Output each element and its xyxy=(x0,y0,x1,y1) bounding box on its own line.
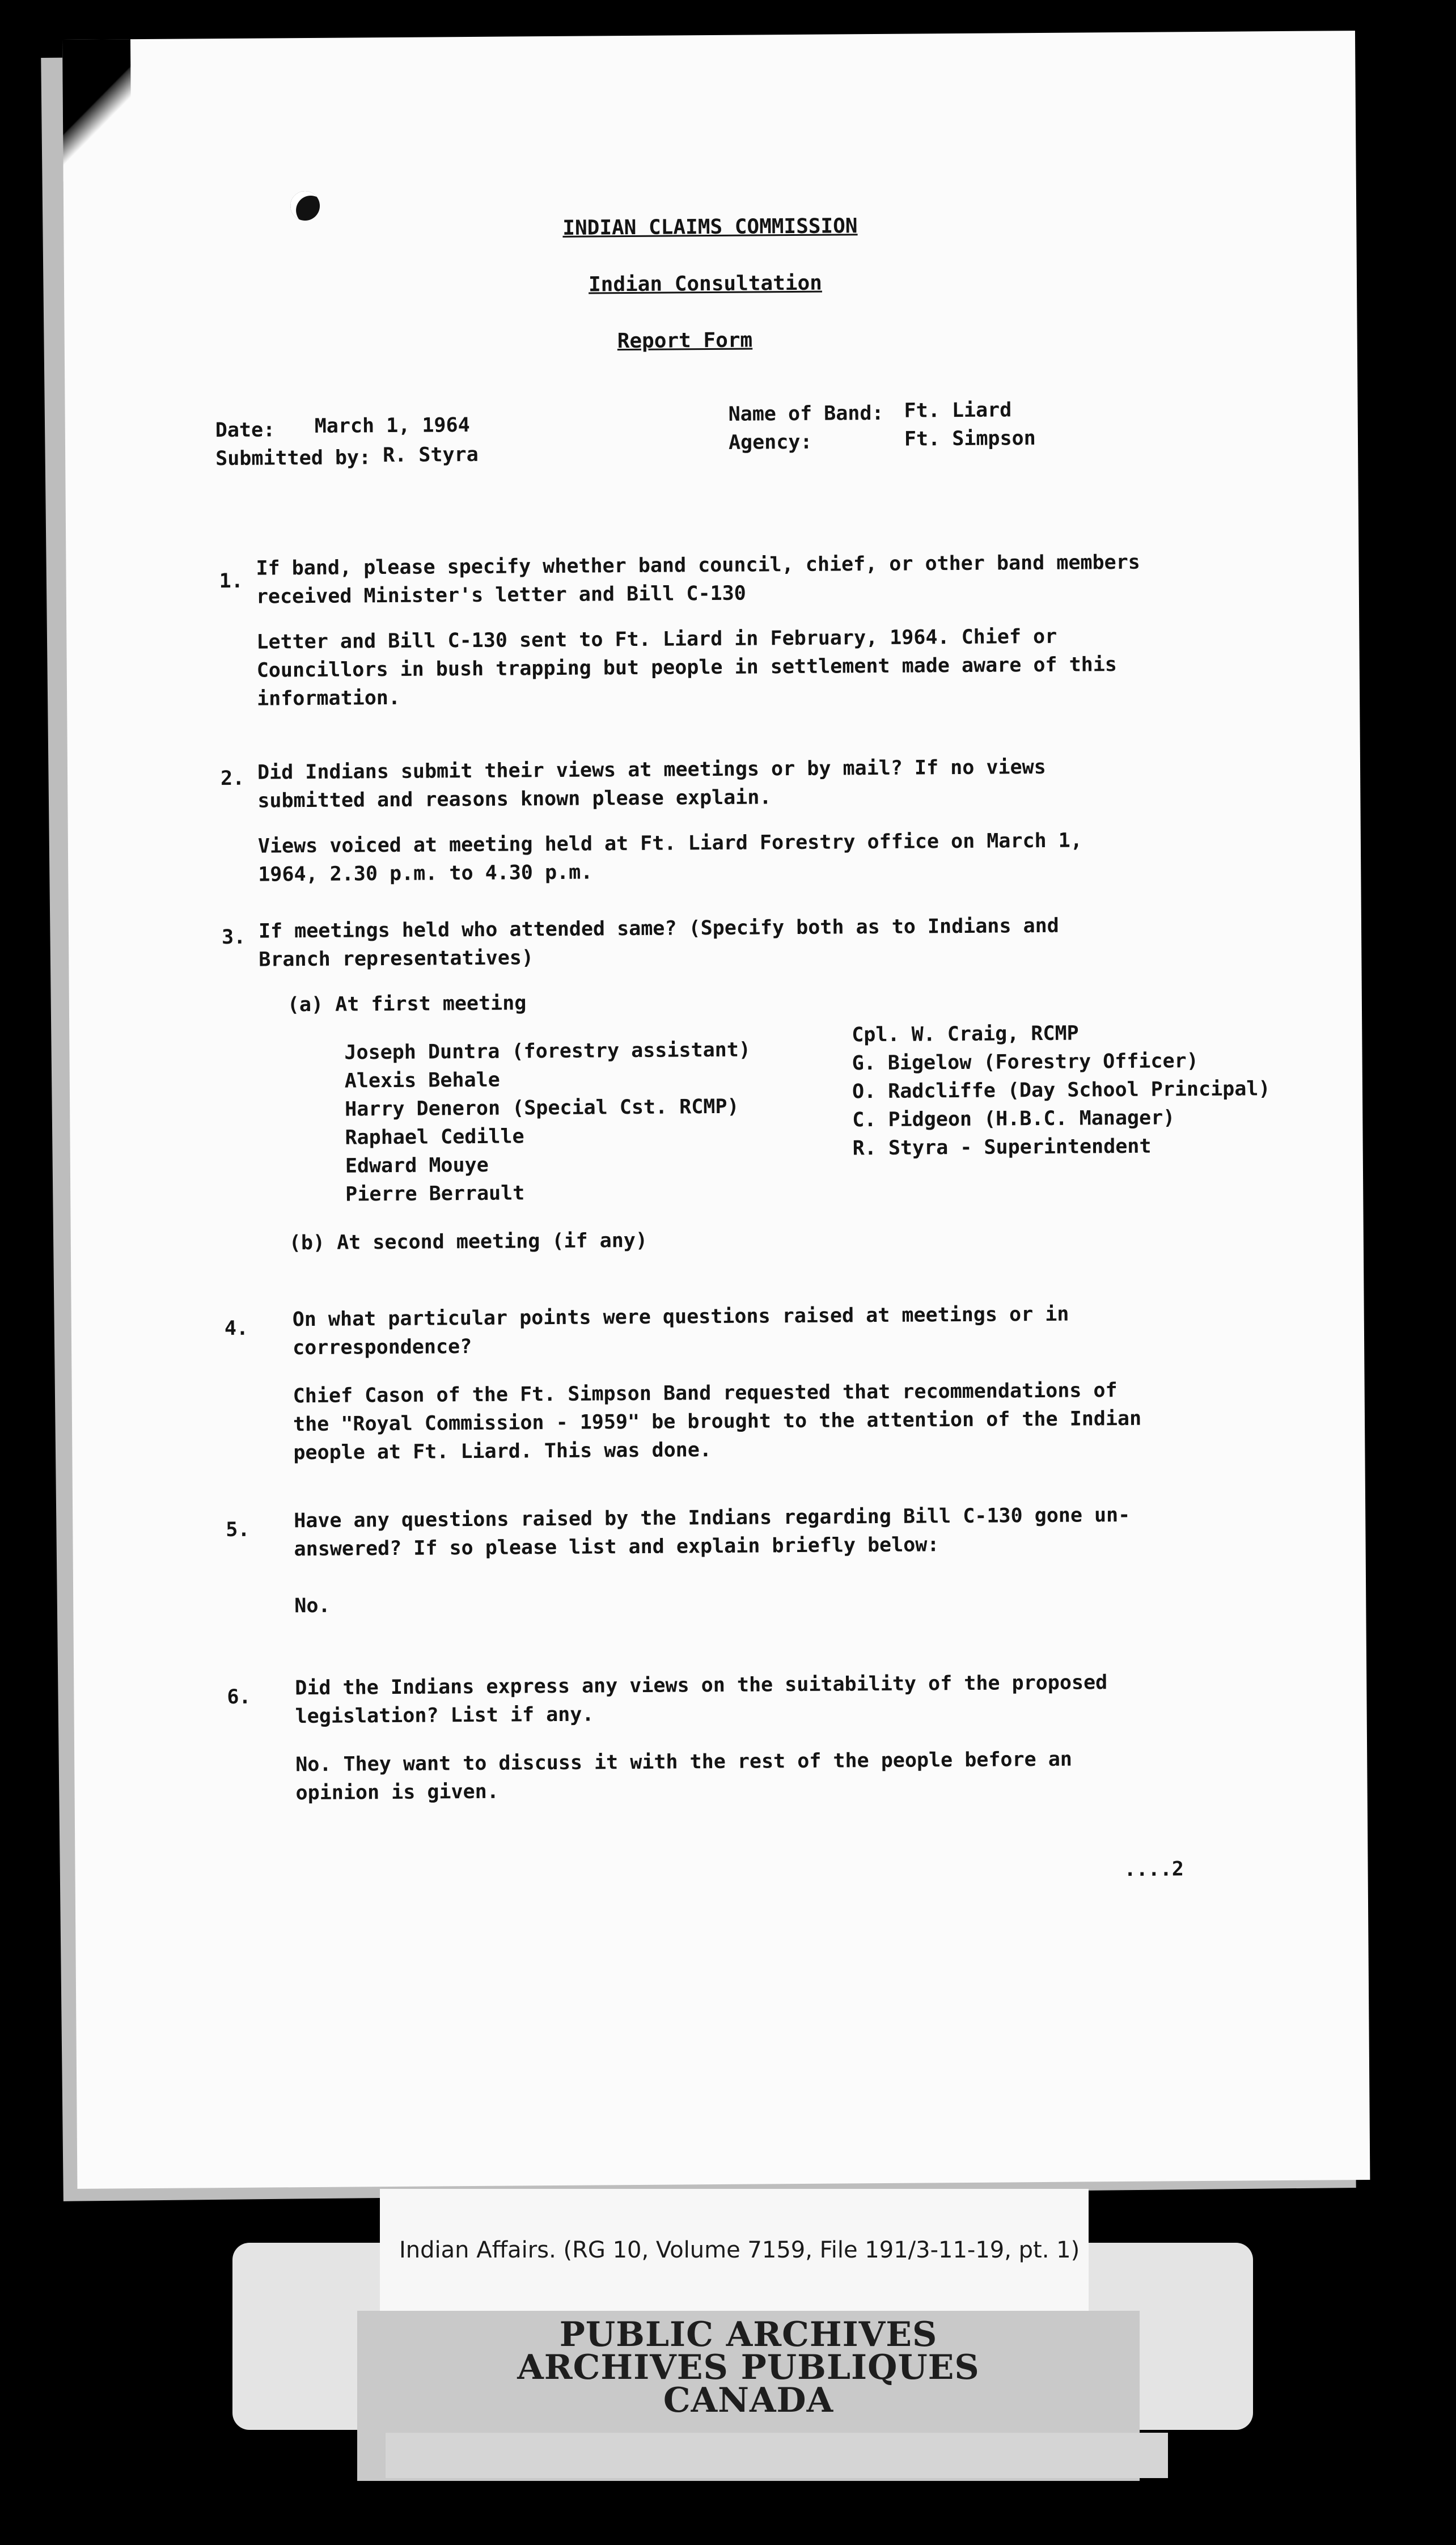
question-5-line: answered? If so please list and explain briefly below: xyxy=(294,1533,939,1561)
question-1-line: received Minister's letter and Bill C-130 xyxy=(256,582,746,608)
answer-6-line: opinion is given. xyxy=(295,1780,499,1805)
date-value: March 1, 1964 xyxy=(314,413,470,438)
question-4-line: On what particular points were questions raised at meetings or in xyxy=(292,1303,1069,1331)
question-4-line: correspondence? xyxy=(292,1335,472,1360)
question-6-line: Did the Indians express any views on the suitability of the proposed xyxy=(295,1671,1108,1700)
answer-1-line: information. xyxy=(256,686,401,711)
answer-4-line: Chief Cason of the Ft. Simpson Band requested that recommendations of xyxy=(293,1379,1118,1408)
question-2-line: Did Indians submit their views at meetings or by mail? If no views xyxy=(257,755,1046,784)
attendee-branch: G. Bigelow (Forestry Officer) xyxy=(852,1050,1199,1075)
question-2-number: 2. xyxy=(220,767,245,790)
answer-2-line: Views voiced at meeting held at Ft. Liard Forestry office on March 1, xyxy=(257,829,1082,858)
stamp-line-archives-publiques: ARCHIVES PUBLIQUES xyxy=(517,2348,980,2387)
attendee-branch: R. Styra - Superintendent xyxy=(852,1135,1152,1160)
attendee-indian: Harry Deneron (Special Cst. RCMP) xyxy=(345,1095,739,1121)
stamp-line-canada: CANADA xyxy=(663,2381,834,2420)
folded-corner xyxy=(62,39,132,181)
second-meeting-label: (b) At second meeting (if any) xyxy=(289,1229,648,1255)
page-continuation-marker: ....2 xyxy=(1124,1858,1184,1882)
attendee-branch: O. Radcliffe (Day School Principal) xyxy=(852,1077,1271,1104)
answer-5-line: No. xyxy=(294,1594,331,1618)
stamp-line-public-archives: PUBLIC ARCHIVES xyxy=(559,2315,938,2354)
agency-value: Ft. Simpson xyxy=(904,427,1036,451)
report-form-page xyxy=(62,31,1370,2189)
question-5-number: 5. xyxy=(226,1518,250,1542)
answer-2-line: 1964, 2.30 p.m. to 4.30 p.m. xyxy=(258,861,593,886)
question-1-number: 1. xyxy=(219,569,243,593)
question-6-line: legislation? List if any. xyxy=(295,1703,594,1728)
question-4-number: 4. xyxy=(224,1317,249,1341)
answer-1-line: Letter and Bill C-130 sent to Ft. Liard in February, 1964. Chief or xyxy=(256,625,1057,654)
attendee-indian: Alexis Behale xyxy=(344,1068,500,1093)
date-label: Date: xyxy=(215,418,276,442)
attendee-indian: Joseph Duntra (forestry assistant) xyxy=(344,1038,751,1064)
question-3-number: 3. xyxy=(221,925,246,949)
submitted-label: Submitted by: xyxy=(215,446,371,471)
form-subtitle: Indian Consultation xyxy=(588,271,822,297)
question-1-line: If band, please specify whether band council, chief, or other band members xyxy=(256,551,1140,580)
bottom-strip xyxy=(386,2433,1168,2478)
first-meeting-label: (a) At first meeting xyxy=(287,992,527,1017)
attendee-indian: Raphael Cedille xyxy=(345,1125,524,1149)
agency-label: Agency: xyxy=(728,430,812,454)
archive-reference-label xyxy=(380,2189,1089,2311)
attendee-branch: C. Pidgeon (H.B.C. Manager) xyxy=(852,1106,1175,1132)
answer-4-line: the "Royal Commission - 1959" be brought to the attention of the Indian xyxy=(293,1407,1142,1436)
form-name: Report Form xyxy=(617,328,753,353)
punch-hole xyxy=(290,191,320,221)
question-2-line: submitted and reasons known please explain. xyxy=(257,786,772,813)
archive-reference-text: Indian Affairs. (RG 10, Volume 7159, File 191/3-11-19, pt. 1) xyxy=(399,2237,1080,2263)
attendee-indian: Pierre Berrault xyxy=(345,1182,525,1206)
attendee-indian: Edward Mouye xyxy=(345,1153,489,1178)
question-3-line: If meetings held who attended same? (Specify both as to Indians and xyxy=(258,914,1059,943)
attendee-branch: Cpl. W. Craig, RCMP xyxy=(852,1022,1079,1047)
question-6-number: 6. xyxy=(227,1685,251,1709)
submitted-value: R. Styra xyxy=(382,443,479,467)
band-value: Ft. Liard xyxy=(904,399,1012,422)
question-3-line: Branch representatives) xyxy=(259,946,534,971)
answer-6-line: No. They want to discuss it with the rest of the people before an xyxy=(295,1748,1073,1777)
answer-1-line: Councillors in bush trapping but people in settlement made aware of this xyxy=(256,653,1118,682)
commission-title: INDIAN CLAIMS COMMISSION xyxy=(562,214,858,240)
band-label: Name of Band: xyxy=(728,401,884,426)
question-5-line: Have any questions raised by the Indians regarding Bill C-130 gone un- xyxy=(294,1503,1131,1533)
answer-4-line: people at Ft. Liard. This was done. xyxy=(293,1439,712,1465)
